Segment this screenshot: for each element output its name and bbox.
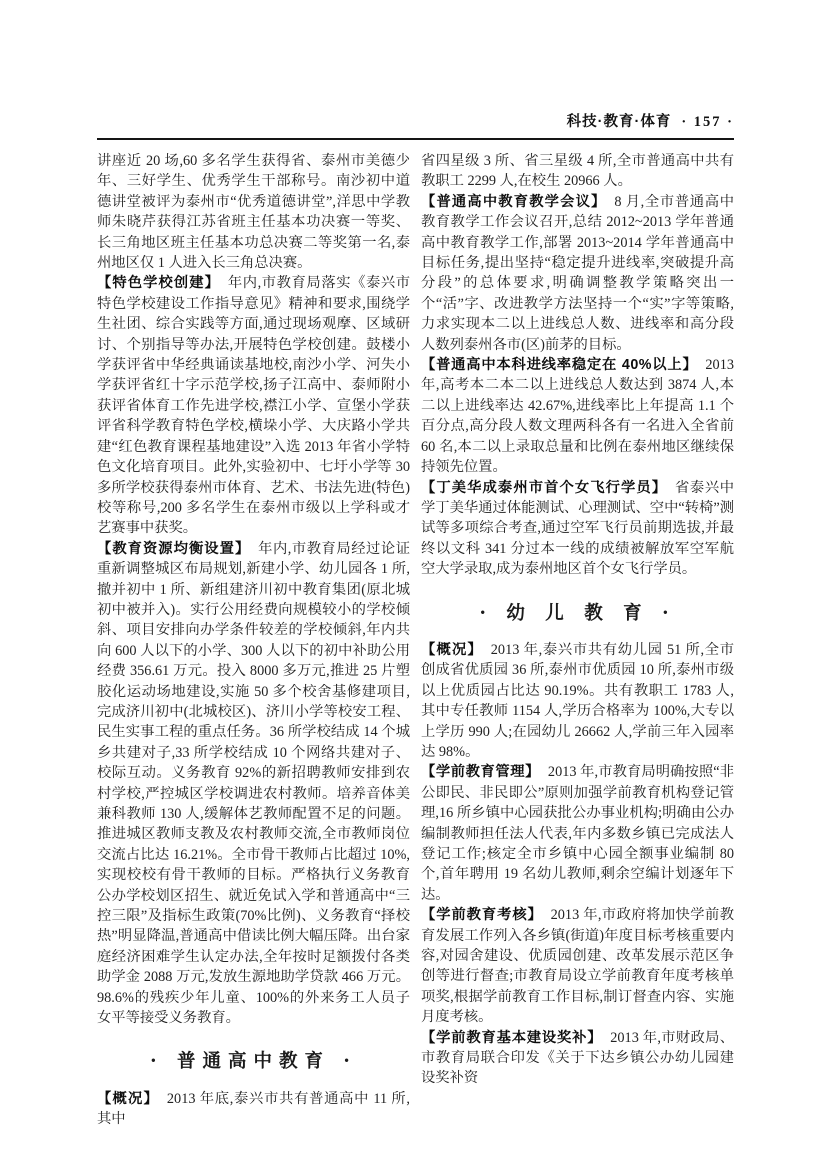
- entry-text: 年内,市教育局落实《泰兴市特色学校建设工作指导意见》精神和要求,围绕学生社团、综合实践等方面,通过现场观摩、区域研讨、个别指导等办法,开展特色学校创建。鼓楼小学获评省中华经典诵读基地校,南沙小学、河失小学获评省红十字示范学校,扬子江高中、泰师附小获评省体育工作先进学校,襟江小学、宣堡小学获评省科学教育特色学校,横垛小学、大庆路小学共建“红色教育课程基地建设”入选 2013 年省小学特色文化培育项目。此外,实验初中、七圩小学等 30 多所学校获得泰州市体育、艺术、书法先进(特色)校等称号,200 多名学生在泰州市级以上学科或才艺赛事中获奖。: [97, 275, 411, 537]
- entry-benke-jinxianlv: [421, 355, 734, 477]
- page-content: [97, 110, 734, 1130]
- entry-label: 【普通高中教育教学会议】: [421, 193, 607, 210]
- two-column-layout: [97, 151, 734, 1130]
- entry-text: 2013 年,市教育局明确按照“非公即民、非民即公”原则加强学前教育机构登记管理,16 所乡镇中心园获批公办事业机构;明确由公办编制教师担任法人代表,年内多数乡镇已完成法人登记工作;核定全市乡镇中心园全额事业编制 80 个,首年聘用 19 名幼儿教师,剩余空编计划逐年下达。: [421, 764, 734, 903]
- entry-jianshe-jiangbu: [421, 1028, 734, 1089]
- entry-text: 2013 年,泰兴市共有幼儿园 51 所,全市创成省优质园 36 所,泰州市优质园 10 所,泰州市级以上优质园占比达 90.19%。共有教职工 1783 人,其中专任教师 1154 人,学历合格率为 100%,大专以上学历 990 人;在园幼儿 26662 人,学前三年入园率达 98%。: [421, 641, 735, 760]
- entry-xueqian-guanli: [421, 762, 734, 905]
- entry-text: 8 月,全市普通高中教育教学工作会议召开,总结 2012~2013 学年普通高中教育教学工作,部署 2013~2014 学年普通高中目标任务,提出坚持“稳定提升进线率,突破提升高分段”的总体要求,明确调整教学策略突出一个“活”字、改进教学方法坚持一个“实”字等策略,力求实现本二以上进线总人数、进线率和高分段人数列泰州各市(区)前茅的目标。: [421, 193, 734, 353]
- entry-jiaoxue-huiyi: [421, 192, 734, 355]
- entry-label: 【丁美华成泰州市首个女飞行学员】: [421, 479, 668, 496]
- entry-tese-xuexiao: [97, 273, 410, 538]
- entry-label: 【概况】: [421, 641, 483, 658]
- header-page-number: · 157 ·: [681, 114, 734, 130]
- entry-label: 【学前教育管理】: [421, 764, 541, 781]
- entry-text: 年内,市教育局经过论证重新调整城区布局规划,新建小学、幼儿园各 1 所,撤并初中 1 所、新组建济川初中教育集团(原北城初中被并入)。实行公用经费向规模较小的学校倾斜、项目安排向办学条件较差的学校倾斜,年内共向 600 人以下的小学、300 人以下的初中补助公用经费 356.61 万元。投入 8000 多万元,推进 25 片塑胶化运动场地建设,实施 50 多个校舍基修建项目,完成济川初中(北城校区)、济川小学等校安工程、民生实事工程的重点任务。36 所学校结成 14 个城乡共建对子,33 所学校结成 10 个网络共建对子、校际互动。义务教育 92%的新招聘教师安排到农村学校,严控城区学校调进农村教师。培养音体美兼科教师 130 人,缓解体艺教师配置不足的问题。推进城区教师支教及农村教师交流,全市教师岗位交流占比达 16.21%。全市骨干教师占比超过 10%,实现校校有骨干教师的目标。严格执行义务教育公办学校划区招生、就近免试入学和普通高中“三控三限”及指标生政策(70%比例)、义务教育“择校热”明显降温,普通高中借读比例大幅压降。出台家庭经济困难学生认定办法,全年按时足额拨付各类助学金 2088 万元,发放生源地助学贷款 466 万元。98.6%的残疾少年儿童、100%的外来务工人员子女平等接受义务教育。: [97, 540, 410, 1027]
- entry-text: 2013 年,市政府将加快学前教育发展工作列入各乡镇(街道)年度目标考核重要内容,对园舍建设、优质园创建、改革发展示范区争创等进行督查;市教育局设立学前教育年度考核单项奖,根据学前教育工作目标,制订督查内容、实施月度考核。: [421, 907, 734, 1026]
- paragraph-continuation: 省四星级 3 所、省三星级 4 所,全市普通高中共有教职工 2299 人,在校生 20966 人。: [421, 153, 734, 190]
- entry-ziyuan-junheng: [97, 539, 410, 1029]
- entry-label: 【普通高中本科进线率稳定在 40%以上】: [421, 357, 698, 374]
- right-column: [421, 151, 734, 1130]
- entry-label: 【学前教育基本建设奖补】: [421, 1029, 603, 1046]
- running-header: [97, 110, 734, 140]
- entry-gaikuang-gaozhong: [97, 1089, 410, 1130]
- entry-text: 省泰兴中学丁美华通过体能测试、心理测试、空中“转椅”测试等多项综合考查,通过空军飞行员前期选拔,并最终以文科 341 分过本一线的成绩被解放军空军航空大学录取,成为泰州地区首个女飞行学员。: [421, 479, 735, 578]
- paragraph-continuation: 讲座近 20 场,60 多名学生获得省、泰州市美德少年、三好学生、优秀学生干部称号。南沙初中道德讲堂被评为泰州市“优秀道德讲堂”,洋思中学教师朱晓芹获得江苏省班主任基本功决赛一等奖、长三角地区班主任基本功总决赛二等奖第一名,泰州地区仅 1 人进入长三角总决赛。: [97, 153, 410, 272]
- entry-nv-feixing-xueyuan: [421, 478, 734, 580]
- entry-label: 【特色学校创建】: [97, 275, 221, 292]
- entry-xueqian-kaohe: [421, 905, 734, 1027]
- entry-label: 【学前教育考核】: [421, 907, 543, 924]
- entry-text: 2013 年,高考本二本二以上进线总人数达到 3874 人,本二以上进线率达 42.67%,进线率比上年提高 1.1 个百分点,高分段人数文理两科各有一名进入全省前 60 名,本二以上录取总量和比例在泰州地区继续保持领先位置。: [421, 357, 734, 476]
- entry-label: 【教育资源均衡设置】: [97, 540, 251, 557]
- entry-text: 2013 年,市财政局、市教育局联合印发《关于下达乡镇公办幼儿园建设奖补资: [421, 1029, 735, 1087]
- entry-label: 【概况】: [97, 1090, 160, 1107]
- entry-gaikuang-youer: [421, 640, 734, 762]
- entry-text: 2013 年底,泰兴市共有普通高中 11 所,其中: [97, 1090, 411, 1128]
- header-section-title: 科技·教育·体育: [566, 114, 672, 130]
- section-heading-putong-gaozhong: · 普通高中教育 ·: [150, 1051, 357, 1073]
- section-heading-youer-jiaoyu: · 幼 儿 教 育 ·: [479, 602, 676, 624]
- left-column: [97, 151, 410, 1130]
